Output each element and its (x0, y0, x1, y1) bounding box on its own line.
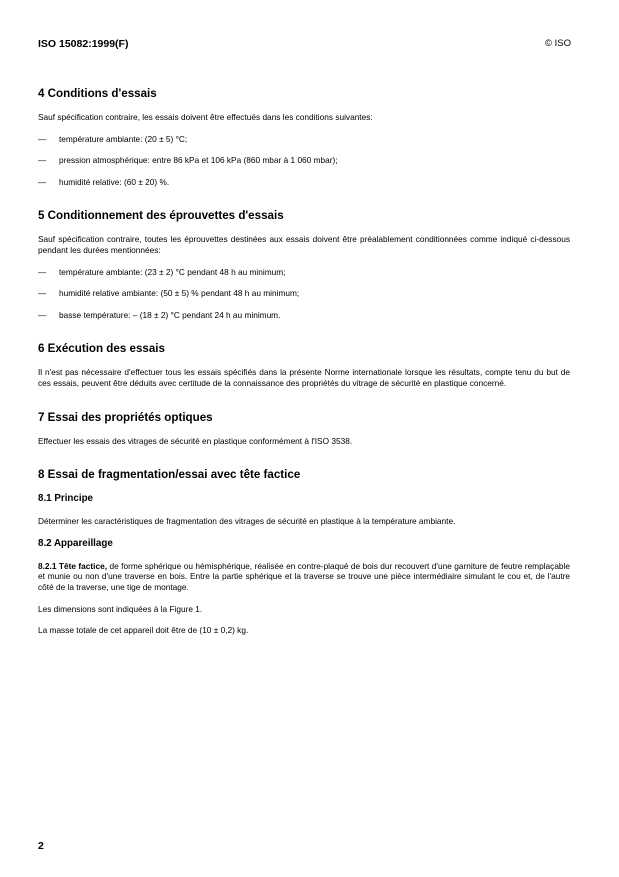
section-8-2-1-label: 8.2.1 Tête factice, (38, 560, 108, 571)
dash-mark: — (38, 266, 47, 277)
list-item-text: basse température: – (18 ± 2) °C pendant 24 h au minimum. (59, 309, 281, 320)
section-5-intro: Sauf spécification contraire, toutes les éprouvettes destinées aux essais doivent être préalablement conditionnées comme indiqué ci-dessous pendant les durées mentionnées: (38, 234, 570, 255)
list-item (38, 310, 570, 321)
list-item (38, 155, 570, 166)
section-8-title: 8 Essai de fragmentation/essai avec tête factice (38, 468, 301, 482)
list-item (38, 134, 570, 145)
list-item-text: pression atmosphérique: entre 86 kPa et 106 kPa (860 mbar à 1 060 mbar); (59, 155, 338, 166)
section-4-intro: Sauf spécification contraire, les essais doivent être effectués dans les conditions suivantes: (38, 112, 373, 122)
section-6-title: 6 Exécution des essais (38, 342, 165, 356)
section-7-text: Effectuer les essais des vitrages de sécurité en plastique conformément à l'ISO 3538. (38, 435, 353, 446)
section-8-1-title: 8.1 Principe (38, 493, 93, 505)
dash-mark: — (38, 288, 47, 299)
copyright-notice: © ISO (544, 38, 571, 49)
page-content (38, 87, 570, 636)
mass-text: La masse totale de cet appareil doit être de (10 ± 0,2) kg. (38, 625, 249, 636)
page-number: 2 (38, 840, 44, 852)
section-6-text: Il n'est pas nécessaire d'effectuer tous les essais spécifiés dans la présente Norme internationale lorsque les résultats, compte tenu du but de ces essais, peuvent être déduits avec certitude de la connaissance des propriétés du vitrage de sécurité en plastique concerné. (38, 367, 570, 388)
section-8-2-1-text: de forme sphérique ou hémisphérique, réalisée en contre-plaqué de bois dur recouvert d'une garniture de feutre remplaçable et munie ou non d'une traverse en bois. Entre la partie sphérique et la traverse se trouve une pièce intermédiaire simulant le cou et, de l'autre côté de la traverse, une tige de montage. (38, 560, 571, 592)
section-8-2-title: 8.2 Appareillage (38, 537, 113, 549)
section-8-1-text: Déterminer les caractéristiques de fragmentation des vitrages de sécurité en plastique à la température ambiante. (38, 516, 456, 527)
section-7-title: 7 Essai des propriétés optiques (38, 410, 213, 424)
list-item (38, 177, 570, 188)
list-item (38, 267, 570, 278)
list-item (38, 288, 570, 299)
section-4-title: 4 Conditions d'essais (38, 87, 157, 100)
dimensions-text: Les dimensions sont indiquées à la Figure 1. (38, 603, 203, 614)
list-item-text: humidité relative ambiante: (50 ± 5) % pendant 48 h au minimum; (59, 288, 300, 299)
list-item-text: humidité relative: (60 ± 20) %. (59, 176, 170, 187)
section-5-title: 5 Conditionnement des éprouvettes d'essais (38, 209, 284, 223)
dash-mark: — (38, 309, 47, 320)
section-8-2-1-paragraph (38, 561, 570, 593)
list-item-text: température ambiante: (23 ± 2) °C pendant 48 h au minimum; (59, 266, 286, 277)
list-item-text: température ambiante: (20 ± 5) °C; (59, 133, 188, 144)
dash-mark: — (38, 133, 47, 144)
document-id: ISO 15082:1999(F) (38, 38, 129, 50)
dash-mark: — (38, 176, 47, 187)
dash-mark: — (38, 155, 47, 166)
